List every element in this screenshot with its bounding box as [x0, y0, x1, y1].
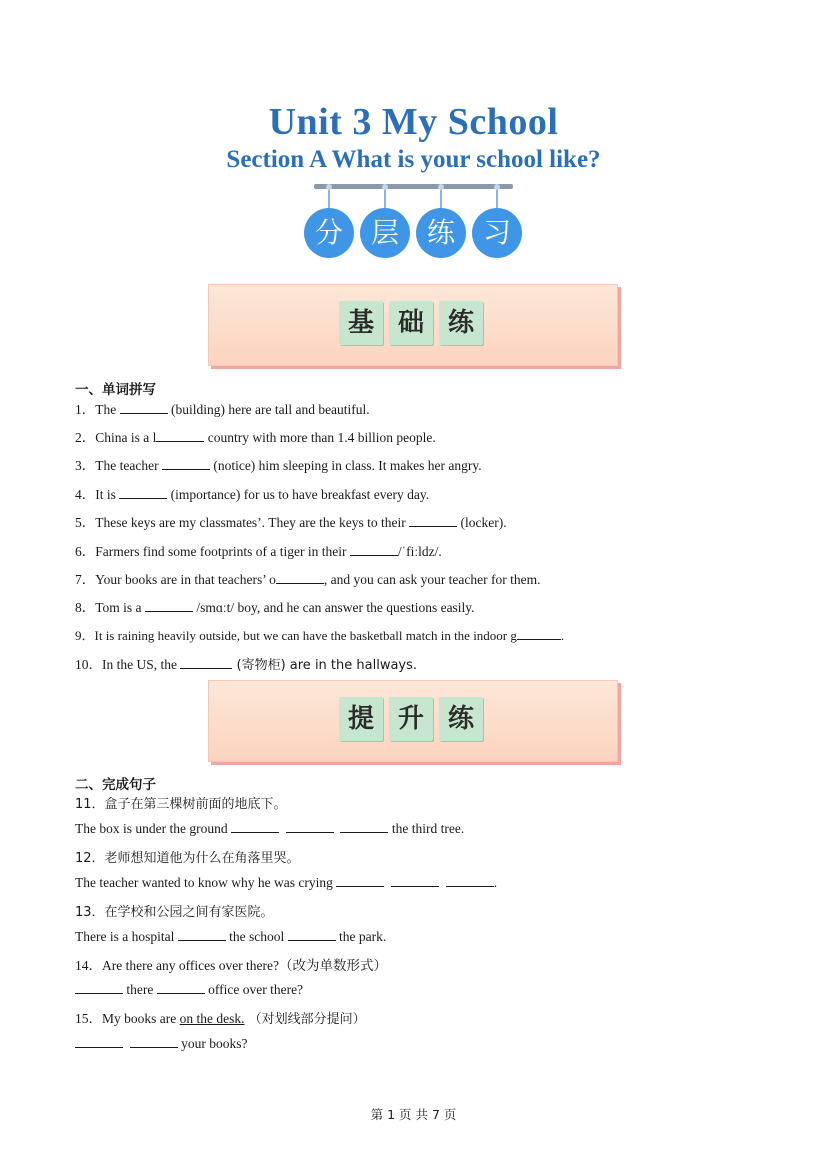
banner-tile: 练 [439, 301, 483, 345]
question-prompt: 12．老师想知道他为什么在角落里哭。 [75, 851, 300, 866]
answer-blank[interactable] [119, 486, 167, 499]
answer-blank[interactable] [130, 1035, 178, 1048]
tag-circle: 分 [304, 208, 354, 258]
answer-blank[interactable] [180, 656, 232, 669]
question-prompt: 11．盒子在第三棵树前面的地底下。 [75, 797, 287, 812]
banner-tile: 练 [439, 697, 483, 741]
page-subtitle: Section A What is your school like? [226, 146, 601, 173]
tag-dot [494, 184, 500, 190]
tag-circle: 练 [416, 208, 466, 258]
answer-blank[interactable] [178, 928, 226, 941]
answer-blank[interactable] [517, 627, 561, 640]
question-item: your books? [75, 1035, 248, 1052]
answer-blank[interactable] [120, 401, 168, 414]
answer-blank[interactable] [340, 820, 388, 833]
question-item: 5．These keys are my classmates’. They are the keys to their (locker). [75, 515, 507, 530]
question-item: There is a hospital the school the park. [75, 929, 387, 944]
answer-blank[interactable] [156, 429, 204, 442]
question-item: 7．Your books are in that teachers’ o , and you can ask your teacher for them. [75, 572, 541, 587]
question-item: 8．Tom is a /smɑːt/ boy, and he can answer the questions easily. [75, 600, 475, 615]
answer-blank[interactable] [446, 874, 494, 887]
tag-dot [438, 184, 444, 190]
banner-tile: 升 [389, 697, 433, 741]
question-prompt: 13．在学校和公园之间有家医院。 [75, 905, 274, 920]
question-item: The teacher wanted to know why he was crying . [75, 875, 498, 890]
answer-blank[interactable] [288, 928, 336, 941]
answer-blank[interactable] [145, 599, 193, 612]
tag-rail [314, 184, 513, 189]
answer-blank[interactable] [276, 571, 324, 584]
question-item: 6．Farmers find some footprints of a tiger in their /ˈfiːldz/. [75, 544, 442, 559]
answer-blank[interactable] [157, 981, 205, 994]
answer-blank[interactable] [391, 874, 439, 887]
answer-blank[interactable] [286, 820, 334, 833]
question-item: 9．It is raining heavily outside, but we can have the basketball match in the indoor g . [75, 628, 565, 643]
answer-blank[interactable] [162, 457, 210, 470]
underlined-phrase: on the desk. [179, 1011, 245, 1026]
question-item: 10．In the US, the (寄物柜) are in the hallways. [75, 657, 418, 673]
question-prompt: 15．My books are on the desk. （对划线部分提问） [75, 1011, 366, 1027]
answer-blank[interactable] [350, 543, 398, 556]
banner-tile: 基 [339, 301, 383, 345]
page-title: Unit 3 My School [268, 101, 559, 143]
banner-tile: 础 [389, 301, 433, 345]
tag-dot [382, 184, 388, 190]
question-item: 2．China is a l country with more than 1.4 billion people. [75, 430, 436, 445]
answer-blank[interactable] [75, 1035, 123, 1048]
question-item: there office over there? [75, 981, 303, 998]
tag-dot [326, 184, 332, 190]
answer-blank[interactable] [75, 981, 123, 994]
tag-circle: 层 [360, 208, 410, 258]
page-footer: 第 1 页 共 7 页 [370, 1107, 457, 1122]
banner-advanced [208, 680, 618, 762]
answer-blank[interactable] [409, 514, 457, 527]
question-item: 4．It is (importance) for us to have breakfast every day. [75, 487, 430, 502]
banner-basic [208, 284, 618, 366]
section-heading: 二、完成句子 [75, 777, 156, 793]
banner-tile: 提 [339, 697, 383, 741]
answer-blank[interactable] [336, 874, 384, 887]
question-item: 1．The (building) here are tall and beautiful. [75, 402, 370, 417]
section-heading: 一、单词拼写 [75, 382, 156, 398]
question-item: 3．The teacher (notice) him sleeping in class. It makes her angry. [75, 458, 482, 473]
answer-blank[interactable] [231, 820, 279, 833]
tag-circle: 习 [472, 208, 522, 258]
question-prompt: 14．Are there any offices over there?（改为单数形式） [75, 958, 388, 973]
question-item: The box is under the ground the third tree. [75, 821, 465, 836]
